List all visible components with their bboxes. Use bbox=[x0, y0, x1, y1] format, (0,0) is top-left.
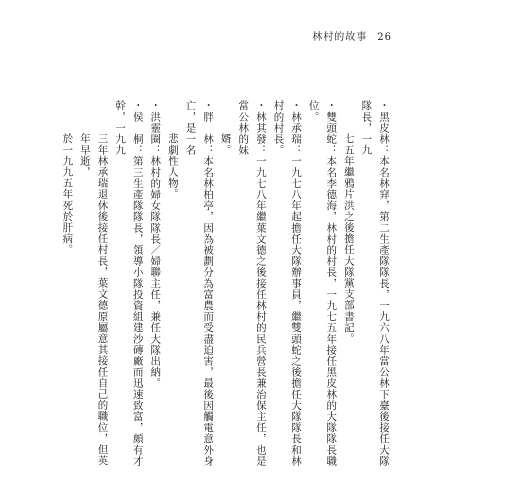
entry-line: ・林承瑞：一九七八年起擔任大隊辦事員，繼雙頭蛇之後擔任大隊隊長和林村的村長。 bbox=[272, 100, 303, 467]
entry-line: ・林其發：一九七八年繼葉文德之後接任林村的民兵營長兼治保主任，也是當公林的妹 bbox=[237, 100, 267, 467]
entry-lin-cheng-rui bbox=[269, 100, 304, 472]
entry-line: ・黑皮林：本名林穽，第二生產隊隊長，一九六八年當公林下臺後接任大隊隊長，一九 bbox=[360, 100, 390, 467]
entry-lin-qi-fa bbox=[216, 100, 269, 472]
body-text bbox=[58, 100, 392, 472]
entry-line: ・雙頭蛇：本名李德海，林村的村長，一九七五年接任黑皮林的大隊隊長職位。 bbox=[307, 100, 338, 467]
page-number: 26 bbox=[377, 32, 392, 43]
entry-pang-lin bbox=[163, 100, 216, 472]
entry-line: ・胖 林：本名林柏亭，因為被劃分為富農而受盡迫害，最後因觸電意外身亡，是一名 bbox=[184, 100, 215, 467]
entry-hong-ling-quan bbox=[146, 100, 164, 472]
running-head bbox=[312, 28, 392, 43]
entry-line: 七五年繼鴉片洪之後擔任大隊黨支部書記。 bbox=[342, 132, 355, 344]
entry-line: 婿。 bbox=[219, 132, 232, 155]
entry-hei-pi-lin bbox=[339, 100, 392, 472]
entry-shuang-tou-she bbox=[304, 100, 339, 472]
entry-line: ・洪靈圈：林村的婦女隊隊長／婦聯主任，兼任大隊出納。 bbox=[149, 100, 162, 389]
running-title: 林村的故事 bbox=[312, 32, 368, 43]
entry-line: 三年林承瑞退休後接任村長，葉文德原屬意其接任自己的職位，但英年早逝， bbox=[78, 132, 109, 466]
entry-line: 於一九九五年死於肝病。 bbox=[61, 132, 74, 255]
entry-line: 悲劇性人物。 bbox=[166, 132, 179, 200]
entry-hou-tong bbox=[58, 100, 146, 472]
entry-line: ・侯 桐：第三生產隊隊長，領導小隊投資組建沙磚廠而迅速致富，頗有才幹，一九九 bbox=[114, 100, 144, 467]
